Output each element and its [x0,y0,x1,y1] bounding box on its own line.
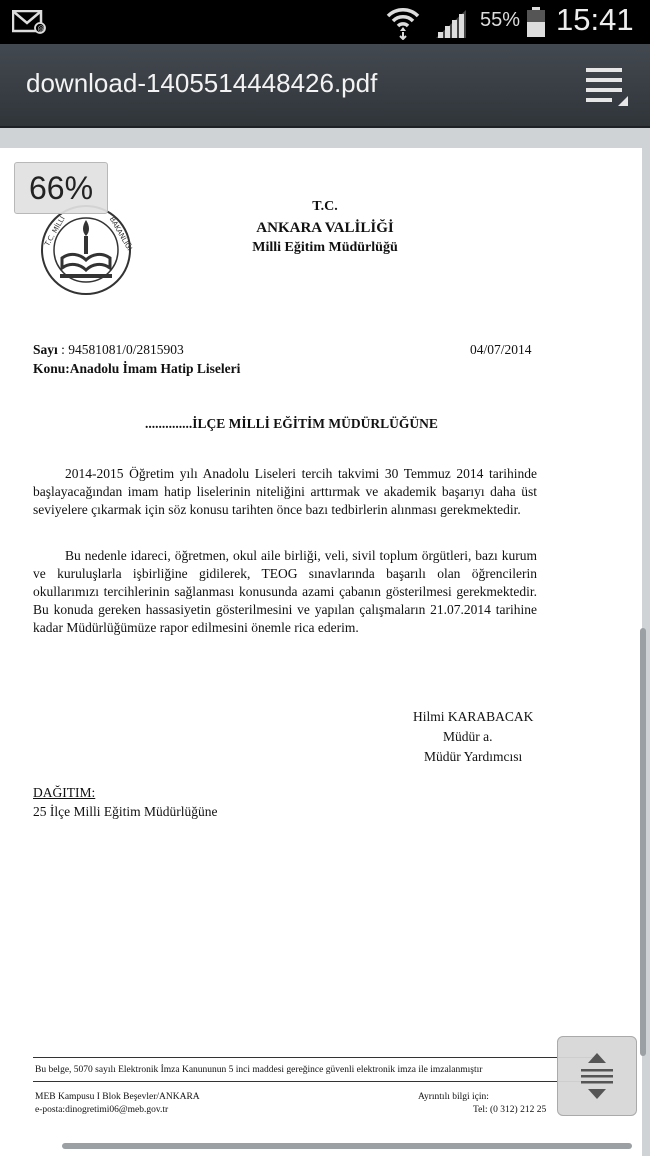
pdf-page [0,148,642,1156]
clock: 15:41 [556,2,634,37]
vertical-scrollbar[interactable] [640,628,646,1056]
header-ankara-valiligi: ANKARA VALİLİĞİ [256,220,394,236]
konu: Konu:Anadolu İmam Hatip Liseleri [33,361,241,376]
paragraph2-line5: kadar Müdürlüğümüze rapor edilmesini önemle rica ederim. [33,620,359,635]
mail-notification-icon [12,10,46,34]
signature-name: Hilmi KARABACAK [413,709,534,724]
wifi-icon [385,4,421,40]
svg-text:T.C. MİLLİ: T.C. MİLLİ [43,215,67,248]
fast-scroll-icon [558,1037,636,1115]
battery-icon [526,7,546,37]
paragraph1-line2: başlayacağından imam hatip liselerinin niteliğini arttırmak ve akademik başarıyı daha üst [33,484,537,499]
addressee: ..............İLÇE MİLLİ EĞİTİM MÜDÜRLÜĞÜNE [145,416,438,431]
footer-rule-top [33,1057,593,1058]
horizontal-scrollbar[interactable] [62,1143,632,1149]
paragraph1-line1: 2014-2015 Öğretim yılı Anadolu Liseleri tercih takvimi 30 Temmuz 2014 tarihinde [65,466,537,481]
pdf-viewer[interactable] [0,128,650,1156]
esign-note: Bu belge, 5070 sayılı Elektronik İmza Kanununun 5 inci maddesi gereğince güvenli elektronik imza ile imzalanmıştır [35,1065,483,1075]
document-title: download-1405514448426.pdf [26,68,378,98]
document-date: 04/07/2014 [470,342,532,357]
overflow-menu-icon[interactable] [584,62,630,108]
zoom-level-badge: 66% [14,162,108,214]
paragraph2-line1: Bu nedenle idareci, öğretmen, okul aile birliği, veli, sivil toplum örgütleri, bazı kurum [65,548,537,563]
status-bar [0,0,650,44]
distribution-item: 25 İlçe Milli Eğitim Müdürlüğüne [33,804,218,819]
footer-email: e-posta:dinogretimi06@meb.gov.tr [35,1105,169,1115]
battery-percent: 55% [480,9,521,31]
header-milli-egitim: Milli Eğitim Müdürlüğü [252,240,398,255]
footer-phone: Tel: (0 312) 212 25 [473,1105,547,1115]
sayi-label: Sayı : 94581081/0/2815903 [33,342,184,357]
meb-seal-logo [38,202,134,298]
signature-title1: Müdür a. [443,729,493,744]
paragraph2-line4: Bu konuda gereken hassasiyetin gösterilmesini ve yapılan çalışmaların 21.07.2014 tarihine [33,602,537,617]
header-tc: T.C. [312,199,338,214]
svg-text:BAKANLIĞI: BAKANLIĞI [107,215,134,253]
distribution-label: DAĞITIM: [33,785,96,800]
app-bar [0,44,650,128]
svg-text:@: @ [37,25,45,33]
footer-rule-bottom [33,1081,593,1082]
signature-title2: Müdür Yardımcısı [424,749,523,764]
paragraph1-line3: seviyelere çıkarmak için söz konusu tarihten önce bazı tedbirlerin alınması gerekmektedir. [33,502,521,517]
paragraph2-line2: ve kuruluşlarla işbirliğine gidilerek, TEOG sınavlarında başarılı olan öğrencilerin [33,566,537,581]
paragraph2-line3: okullarımızı tercihlerinin sağlanması konusunda azami çabanın gösterilmesi gerekmektedir. [33,584,537,599]
fast-scroll-button[interactable] [557,1036,637,1116]
signal-icon [434,8,468,38]
sayi-value: : 94581081/0/2815903 [61,342,184,357]
footer-address: MEB Kampusu I Blok Beşevler/ANKARA [35,1092,200,1102]
footer-info-label: Ayrıntılı bilgi için: [418,1092,489,1102]
